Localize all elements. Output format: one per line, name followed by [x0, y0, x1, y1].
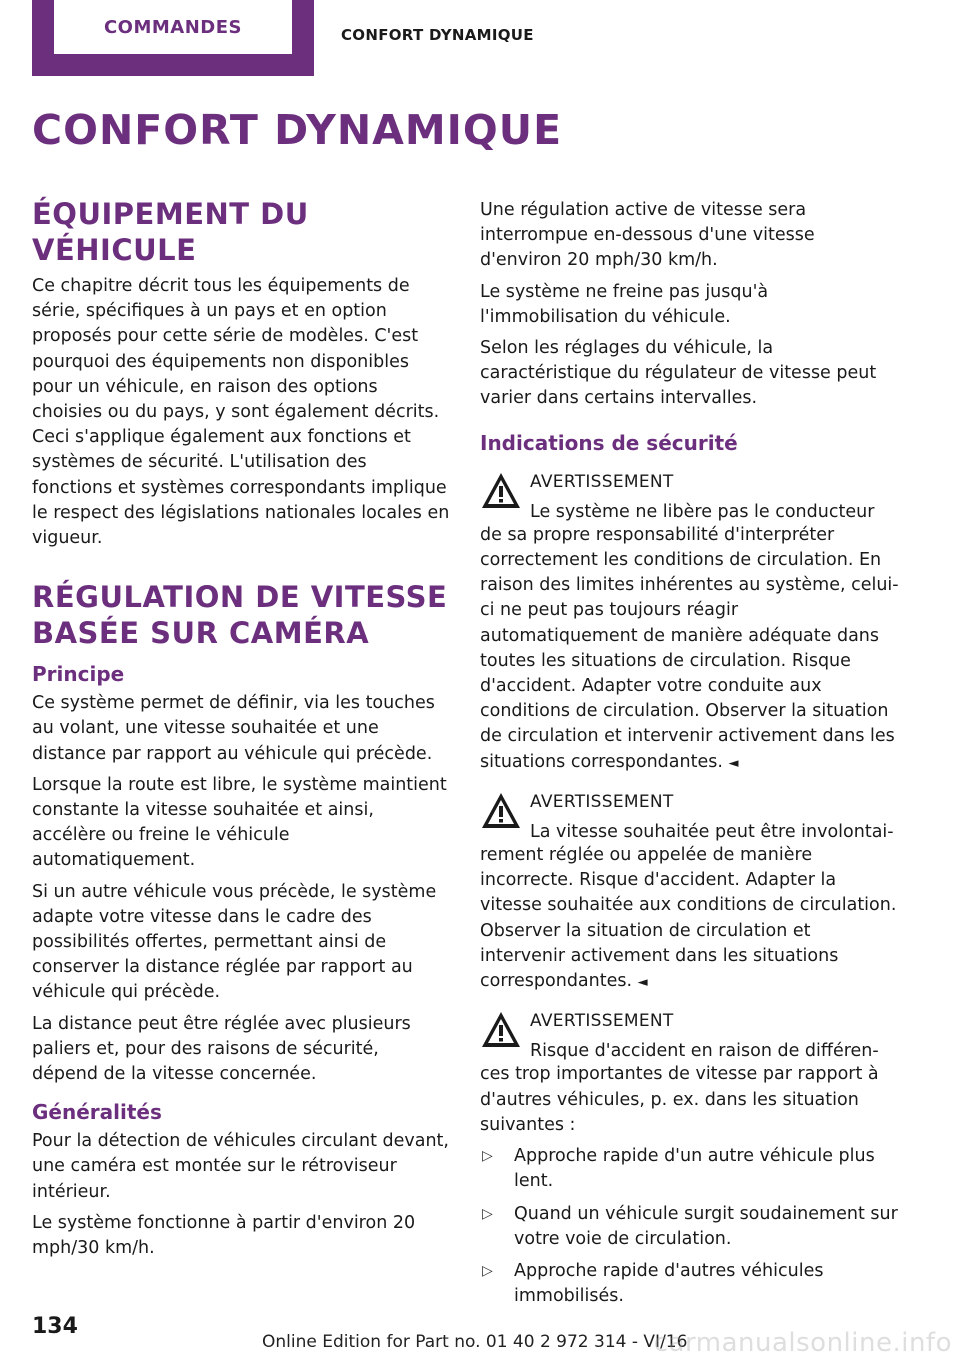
warning-3-intro: Risque d'accident en raison de différen-	[530, 1041, 879, 1062]
edition-footer: Online Edition for Part no. 01 40 2 972 314 - VI/16	[262, 1332, 688, 1352]
bullet-triangle-icon: ▷	[482, 1205, 493, 1222]
right-paragraph-2: Le système ne freine pas jusqu'à l'immobilisation du véhicule.	[480, 281, 769, 327]
warning-2-intro: La vitesse souhaitée peut être involontai-	[530, 821, 894, 842]
list-item	[480, 1144, 900, 1194]
regulation-heading: RÉGULATION DE VITESSE BASÉE SUR CAMÉRA	[32, 580, 448, 651]
list-item-text: Approche rapide d'autres véhicules immobilisés.	[514, 1260, 824, 1307]
right-column	[480, 198, 900, 1316]
generalites-paragraph-1: Pour la détection de véhicules circulant devant, une caméra est montée sur le rétroviseur intérieur.	[32, 1131, 449, 1202]
principe-paragraph-2: Lorsque la route est libre, le système maintient constante la vitesse souhaitée et ainsi, accélère ou freine le véhicule automatiquement.	[32, 774, 447, 871]
list-item-text: Quand un véhicule surgit soudainement sur votre voie de circulation.	[514, 1203, 898, 1249]
list-item-text: Approche rapide d'un autre véhicule plus lent.	[514, 1146, 875, 1192]
principe-paragraph-4: La distance peut être réglée avec plusieurs paliers et, pour des raisons de sécurité, dépend de la vitesse concernée.	[32, 1013, 411, 1085]
list-item	[480, 1259, 900, 1309]
watermark: carmanualsonline.info	[653, 1328, 952, 1358]
warning-label: AVERTISSEMENT	[530, 1011, 674, 1032]
warning-2-text: rement réglée ou appelée de manière incorrecte. Risque d'accident. Adapter la vitesse souhaitée aux conditions de circulation. Observer la situation de circulation et intervenir activement dans les situations correspondantes.	[480, 845, 897, 992]
page-number: 134	[32, 1314, 78, 1339]
generalites-heading: Généralités	[32, 1100, 162, 1125]
warning-3-text: ces trop importantes de vitesse par rapport à d'autres véhicules, p. ex. dans les situation suivantes :	[480, 1064, 879, 1135]
list-item	[480, 1202, 900, 1252]
warning-block-1	[480, 470, 900, 776]
warning-label: AVERTISSEMENT	[530, 471, 674, 492]
situation-list	[480, 1144, 900, 1309]
end-mark-icon: ◄	[728, 755, 739, 771]
left-column	[32, 196, 450, 1267]
chapter-tab	[32, 0, 314, 76]
principe-paragraph-1: Ce système permet de définir, via les touches au volant, une vitesse souhaitée et une distance par rapport au véhicule qui précède.	[32, 693, 435, 764]
warning-block-3	[480, 1009, 900, 1309]
page-title: CONFORT DYNAMIQUE	[32, 106, 563, 154]
equipment-text: Ce chapitre décrit tous les équipements de série, spécifiques à un pays et en option proposés pour cette série de modèles. C'est pourquoi des équipements non disponibles pour un véhicule, en raison des options choisies ou du pays, y sont également décrits. Ceci s'applique également aux fonctions et systèmes de sécurité. L'utilisation des fonctions et systèmes correspondants implique le respect des législations nationales locales en vigueur.	[32, 276, 450, 549]
principe-paragraph-3: Si un autre véhicule vous précède, le système adapte votre vitesse dans le cadre des possibilités offertes, permettant ainsi de conserver la distance réglée par rapport au véhicule qui précède.	[32, 881, 437, 1003]
principe-heading: Principe	[32, 662, 125, 687]
section-tab-label[interactable]: CONFORT DYNAMIQUE	[341, 26, 534, 44]
bullet-triangle-icon: ▷	[482, 1262, 493, 1279]
warning-triangle-icon	[480, 1009, 522, 1051]
right-paragraph-3: Selon les réglages du véhicule, la caractéristique du régulateur de vitesse peut varier dans certains intervalles.	[480, 338, 877, 409]
warning-triangle-icon	[480, 790, 522, 832]
right-paragraph-1: Une régulation active de vitesse sera interrompue en-dessous d'une vitesse d'environ 20 mph/30 km/h.	[480, 200, 815, 271]
chapter-tab-label[interactable]: COMMANDES	[54, 0, 292, 54]
warning-1-text: de sa propre responsabilité d'interpréter correctement les conditions de circulation. En raison des limites inhérentes au système, celui-ci ne peut pas toujours réagir automatiquement de manière adéquate dans toutes les situations de circulation. Risque d'accident. Adapter votre conduite aux conditions de circulation. Observer la situation de circulation et intervenir activement dans les situations correspondantes.	[480, 524, 899, 772]
bullet-triangle-icon: ▷	[482, 1148, 493, 1165]
warning-1-intro: Le système ne libère pas le conducteur	[530, 501, 875, 522]
equipment-heading: ÉQUIPEMENT DU VÉHICULE	[32, 197, 309, 267]
warning-label: AVERTISSEMENT	[530, 791, 674, 812]
generalites-paragraph-2: Le système fonctionne à partir d'environ 20 mph/30 km/h.	[32, 1212, 416, 1259]
warning-triangle-icon	[480, 470, 522, 512]
safety-heading: Indications de sécurité	[480, 430, 738, 455]
end-mark-icon: ◄	[637, 975, 648, 991]
warning-block-2	[480, 790, 900, 995]
